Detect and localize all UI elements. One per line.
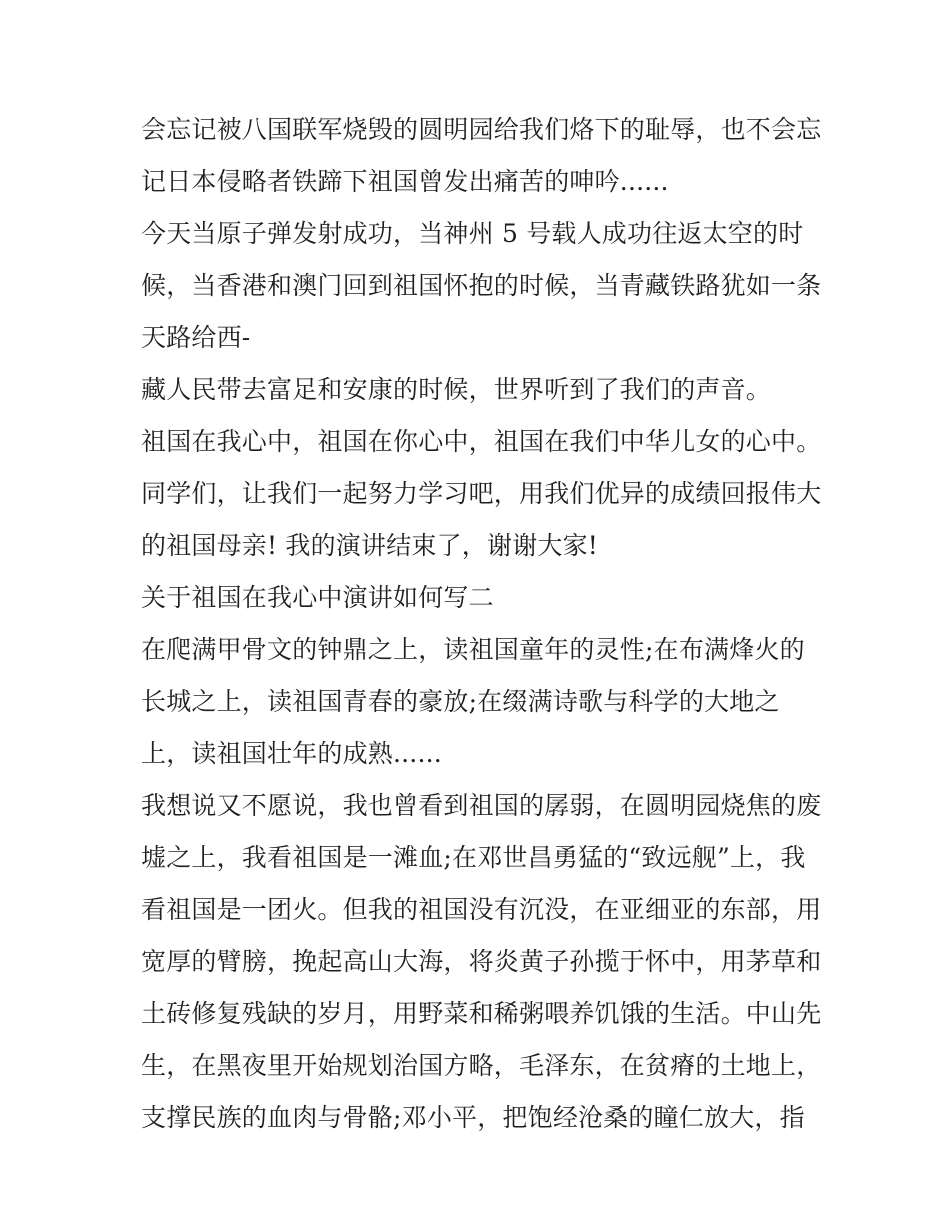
text-line: 今天当原子弹发射成功，当神州 5 号载人成功往返太空的时	[141, 219, 804, 248]
text-line: 天路给西-	[141, 323, 251, 352]
text-line: 墟之上，我看祖国是一滩血;在邓世昌勇猛的“致远舰”上，我	[141, 843, 806, 872]
text-line: 候，当香港和澳门回到祖国怀抱的时候，当青藏铁路犹如一条	[141, 271, 822, 300]
text-line: 宽厚的臂膀，挽起高山大海，将炎黄子孙揽于怀中，用茅草和	[141, 947, 822, 976]
text-line: 上，读祖国壮年的成熟......	[141, 739, 442, 768]
text-line: 记日本侵略者铁蹄下祖国曾发出痛苦的呻吟......	[141, 167, 669, 196]
document-body	[141, 104, 831, 1144]
text-line: 的祖国母亲! 我的演讲结束了，谢谢大家!	[141, 531, 599, 560]
text-line: 会忘记被八国联军烧毁的圆明园给我们烙下的耻辱，也不会忘	[141, 115, 822, 144]
text-line: 我想说又不愿说，我也曾看到祖国的孱弱，在圆明园烧焦的废	[141, 791, 822, 820]
text-line: 支撑民族的血肉与骨骼;邓小平，把饱经沧桑的瞳仁放大，指	[141, 1103, 805, 1132]
text-line: 祖国在我心中，祖国在你心中，祖国在我们中华儿女的心中。	[141, 427, 822, 456]
text-line: 藏人民带去富足和安康的时候，世界听到了我们的声音。	[141, 375, 772, 404]
section-heading: 关于祖国在我心中演讲如何写二	[141, 583, 494, 612]
text-line: 同学们，让我们一起努力学习吧，用我们优异的成绩回报伟大	[141, 479, 822, 508]
text-line: 长城之上，读祖国青春的豪放;在缀满诗歌与科学的大地之	[141, 687, 780, 716]
text-line: 在爬满甲骨文的钟鼎之上，读祖国童年的灵性;在布满烽火的	[141, 635, 805, 664]
text-line: 土砖修复残缺的岁月，用野菜和稀粥喂养饥饿的生活。中山先	[141, 999, 822, 1028]
text-line: 看祖国是一团火。但我的祖国没有沉没，在亚细亚的东部，用	[141, 895, 822, 924]
text-line: 生，在黑夜里开始规划治国方略，毛泽东，在贫瘠的土地上，	[141, 1051, 822, 1080]
